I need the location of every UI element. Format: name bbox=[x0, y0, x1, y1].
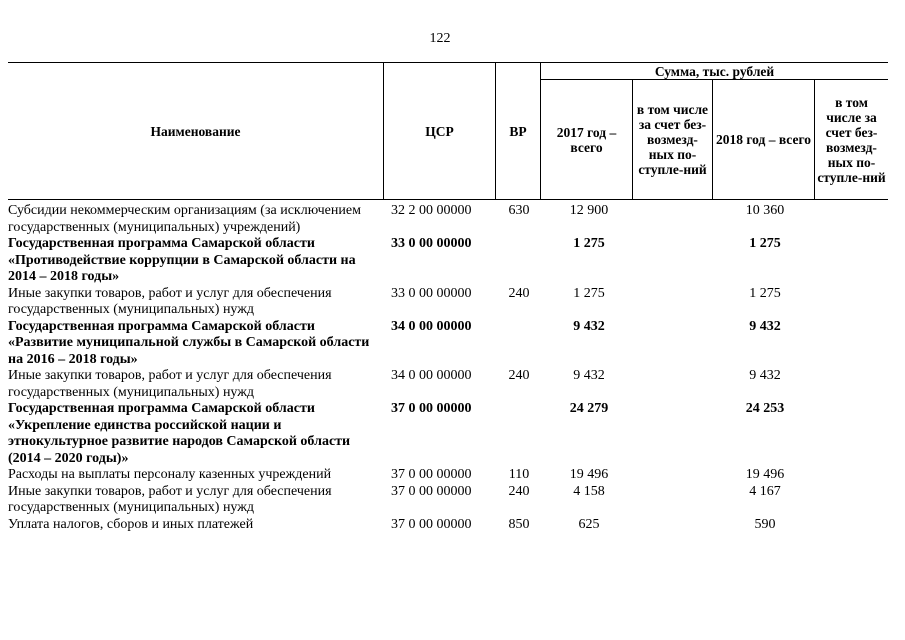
header-vr: ВР bbox=[509, 123, 527, 139]
row-name: Расходы на выплаты персоналу казенных учреждений bbox=[8, 467, 332, 482]
header-2017-free: в том числе за счет без-возмезд-ных по-ступле-ний bbox=[636, 102, 709, 177]
table-row bbox=[8, 368, 888, 401]
row-2018-total: 24 253 bbox=[745, 401, 785, 416]
row-2017-total: 19 496 bbox=[569, 467, 609, 482]
row-2018-total: 590 bbox=[754, 516, 776, 532]
row-2018-total: 1 275 bbox=[749, 285, 781, 301]
header-csr: ЦСР bbox=[425, 123, 454, 139]
row-2018-total: 9 432 bbox=[749, 318, 781, 334]
row-2017-total: 9 432 bbox=[573, 318, 605, 334]
table-row bbox=[8, 484, 888, 517]
header-name: Наименование bbox=[150, 123, 241, 139]
row-csr: 37 0 00 00000 bbox=[391, 467, 472, 482]
row-vr: 850 bbox=[508, 516, 530, 532]
row-2017-total: 4 158 bbox=[573, 483, 605, 499]
row-vr: 630 bbox=[508, 203, 530, 218]
header-2018-total: 2018 год – всего bbox=[715, 132, 811, 147]
row-name: Уплата налогов, сборов и иных платежей bbox=[8, 516, 254, 532]
row-2018-total: 1 275 bbox=[749, 236, 781, 251]
row-2017-total: 9 432 bbox=[573, 368, 605, 383]
row-csr: 37 0 00 00000 bbox=[391, 483, 472, 499]
header-2017-total: 2017 год – всего bbox=[556, 124, 617, 155]
table-row bbox=[8, 236, 888, 286]
row-vr: 240 bbox=[508, 285, 530, 301]
header-sum-group: Сумма, тыс. рублей bbox=[654, 63, 775, 79]
row-csr: 34 0 00 00000 bbox=[391, 318, 472, 334]
row-2018-total: 19 496 bbox=[745, 467, 785, 482]
table-row bbox=[8, 401, 888, 467]
row-name: Иные закупки товаров, работ и услуг для обеспечения государственных (муниципальных) нужд bbox=[8, 368, 332, 400]
page-number: 122 bbox=[429, 31, 451, 46]
row-vr: 240 bbox=[508, 368, 530, 383]
row-2017-total: 625 bbox=[578, 516, 600, 532]
header-2018-free: в том числе за счет без-возмезд-ных по-ступле-ний bbox=[817, 94, 886, 185]
row-csr: 37 0 00 00000 bbox=[391, 516, 472, 532]
row-2017-total: 12 900 bbox=[569, 203, 609, 218]
row-vr: 240 bbox=[508, 483, 530, 499]
row-2018-total: 9 432 bbox=[749, 368, 781, 383]
row-csr: 37 0 00 00000 bbox=[391, 401, 472, 416]
table-row bbox=[8, 286, 888, 319]
row-name: Государственная программа Самарской области «Укрепление единства российской нации и этнокультурное развитие народов Самарской области (2014 – 2020 годы)» bbox=[8, 401, 351, 466]
row-csr: 34 0 00 00000 bbox=[391, 368, 472, 383]
row-2018-total: 10 360 bbox=[745, 203, 785, 218]
row-csr: 33 0 00 00000 bbox=[391, 285, 472, 301]
row-name: Государственная программа Самарской области «Противодействие коррупции в Самарской области на 2014 – 2018 годы» bbox=[8, 236, 356, 284]
row-name: Субсидии некоммерческим организациям (за исключением государственных (муниципальных) учреждений) bbox=[8, 203, 361, 235]
table-row bbox=[8, 517, 888, 534]
row-name: Иные закупки товаров, работ и услуг для обеспечения государственных (муниципальных) нужд bbox=[8, 483, 332, 515]
row-csr: 32 2 00 00000 bbox=[391, 203, 472, 218]
table-row bbox=[8, 467, 888, 484]
row-name: Государственная программа Самарской области «Развитие муниципальной службы в Самарской области на 2016 – 2018 годы» bbox=[8, 318, 370, 367]
row-vr: 110 bbox=[508, 467, 530, 482]
row-2017-total: 1 275 bbox=[573, 285, 605, 301]
table-body bbox=[8, 203, 888, 533]
row-csr: 33 0 00 00000 bbox=[391, 236, 472, 251]
row-2017-total: 24 279 bbox=[569, 401, 609, 416]
table-row bbox=[8, 319, 888, 369]
row-2017-total: 1 275 bbox=[573, 236, 605, 251]
row-name: Иные закупки товаров, работ и услуг для обеспечения государственных (муниципальных) нужд bbox=[8, 285, 332, 317]
row-2018-total: 4 167 bbox=[749, 483, 781, 499]
table-row bbox=[8, 203, 888, 236]
table-header bbox=[8, 62, 888, 200]
